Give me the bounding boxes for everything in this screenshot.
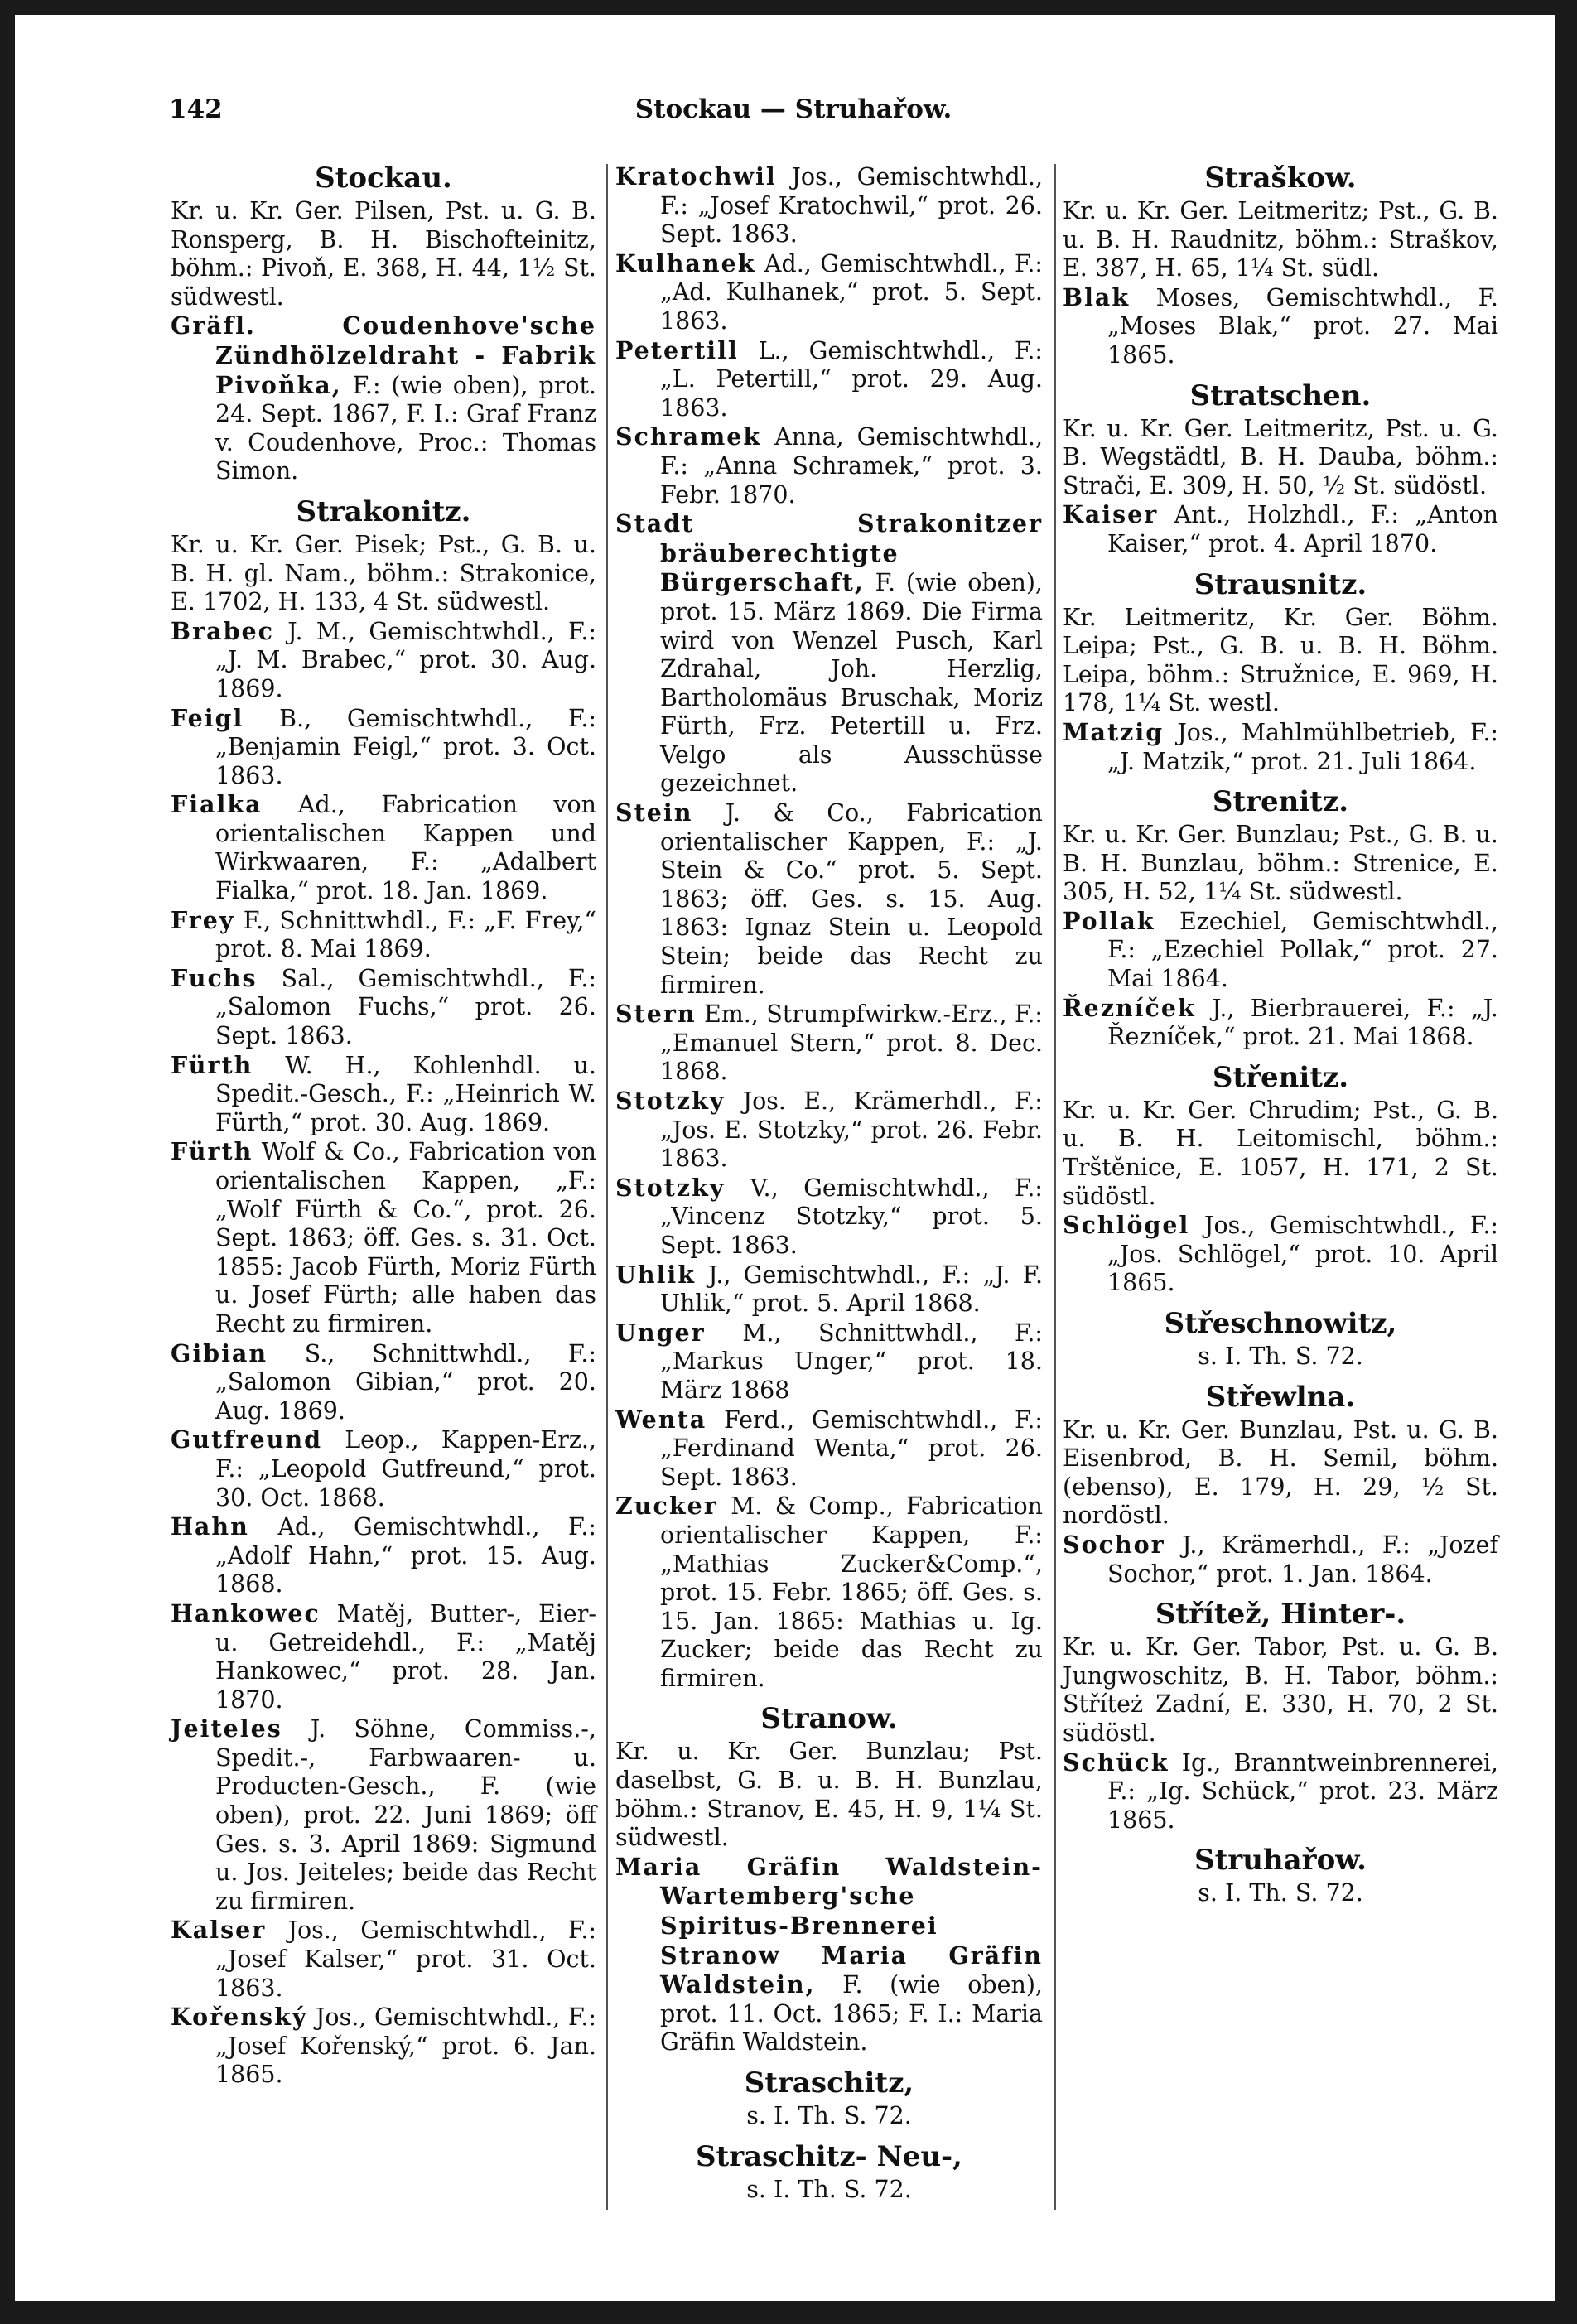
- firm-entry: [171, 704, 596, 791]
- firm-entry: [1063, 907, 1498, 994]
- firm-name: Kratochwil: [615, 162, 777, 190]
- firm-details: Wolf & Co., Fabrication von orientalischen Kappen, „F.: „Wolf Fürth & Co.“, prot. 26. Sept. 1863; öff. Ges. s. 31. Oct. 1855: Jacob Fürth, Moriz Fürth u. Josef Fürth; alle haben das Recht zu firmiren.: [215, 1138, 596, 1338]
- place-description: Kr. u. Kr. Ger. Bunzlau, Pst. u. G. B. Eisenbrod, B. H. Semil, böhm. (ebenso), E. 179, H. 29, ½ St. nordöstl.: [1063, 1415, 1498, 1530]
- firm-name: Gräfl. Coudenhove'sche Zündhölzeldraht - Fabrik Pivoňka,: [171, 311, 596, 399]
- firm-entry: [615, 336, 1043, 423]
- firm-name: Stein: [615, 798, 693, 827]
- firm-details: F., Schnittwhdl., F.: „F. Frey,“ prot. 8. Mai 1869.: [215, 906, 596, 963]
- firm-name: Stotzky: [615, 1173, 726, 1202]
- firm-details: F.: (wie oben), prot. 24. Sept. 1867, F. I.: Graf Franz v. Coudenhove, Proc.: Thomas Simon.: [215, 371, 596, 485]
- firm-entry: [1063, 500, 1498, 558]
- column-rule-right: [1054, 164, 1056, 2210]
- firm-entry: [171, 1512, 596, 1599]
- firm-name: Řezníček: [1063, 993, 1196, 1022]
- firm-details: J., Gemischtwhdl., F.: „J. F. Uhlik,“ prot. 5. April 1868.: [660, 1261, 1043, 1318]
- place-heading: Straškow.: [1204, 162, 1357, 195]
- firm-name: Petertill: [615, 335, 739, 364]
- firm-details: Jos., Gemischtwhdl., F.: „Josef Kořenský,“ prot. 6. Jan. 1865.: [215, 2003, 596, 2089]
- firm-name: Hahn: [171, 1512, 249, 1541]
- firm-entry: [1063, 1531, 1498, 1589]
- place-description: Kr. u. Kr. Ger. Leitmeritz, Pst. u. G. B. Wegstädtl, B. H. Dauba, böhm.: Strači, E. 309, H. 50, ½ St. südöstl.: [1063, 414, 1498, 499]
- firm-details: W. H., Kohlenhdl. u. Spedit.-Gesch., F.: „Heinrich W. Fürth,“ prot. 30. Aug. 1869.: [215, 1051, 596, 1136]
- firm-details: S., Schnittwhdl., F.: „Salomon Gibian,“ prot. 20. Aug. 1869.: [215, 1339, 596, 1425]
- cross-reference: s. I. Th. S. 72.: [1198, 1879, 1363, 1907]
- running-header: [169, 94, 1418, 134]
- firm-name: Stotzky: [615, 1087, 726, 1115]
- firm-details: Ezechiel, Gemischtwhdl., F.: „Ezechiel Pollak,“ prot. 27. Mai 1864.: [1107, 907, 1498, 993]
- column-rule-left: [606, 164, 608, 2210]
- firm-details: Matěj, Butter-, Eier- u. Getreidehdl., F.: „Matěj Hankowec,“ prot. 28. Jan. 1870.: [215, 1599, 596, 1714]
- firm-details: J. M., Gemischtwhdl., F.: „J. M. Brabec,“ prot. 30. Aug. 1869.: [215, 617, 596, 702]
- firm-entry: [171, 617, 596, 704]
- place-description: Kr. Leitmeritz, Kr. Ger. Böhm. Leipa; Pst., G. B. u. B. H. Böhm. Leipa, böhm.: Stružnice, E. 969, H. 178, 1¼ St. westl.: [1063, 603, 1498, 717]
- place-heading: Stratschen.: [1189, 378, 1372, 412]
- firm-details: M. & Comp., Fabrication orientalischer Kappen, F.: „Mathias Zucker&Comp.“, prot. 15. Febr. 1865; öff. Ges. s. 15. Jan. 1865: Mathias u. Ig. Zucker; beide das Recht zu firmiren.: [660, 1492, 1043, 1692]
- firm-details: Ad., Gemischtwhdl., F.: „Ad. Kulhanek,“ prot. 5. Sept. 1863.: [660, 249, 1043, 335]
- firm-entry: [171, 2003, 596, 2090]
- firm-details: Ig., Branntweinbrennerei, F.: „Ig. Schück,“ prot. 23. März 1865.: [1107, 1748, 1498, 1834]
- firm-name: Fürth: [171, 1050, 253, 1079]
- firm-details: Ferd., Gemischtwhdl., F.: „Ferdinand Wenta,“ prot. 26. Sept. 1863.: [660, 1405, 1043, 1491]
- book-page: [15, 15, 1555, 2301]
- place-description: Kr. u. Kr. Ger. Pisek; Pst., G. B. u. B. H. gl. Nam., böhm.: Strakonice, E. 1702, H. 133, 4 St. südwestl.: [171, 530, 596, 616]
- firm-name: Schramek: [615, 422, 762, 451]
- place-description: Kr. u. Kr. Ger. Bunzlau; Pst. daselbst, G. B. u. B. H. Bunzlau, böhm.: Stranov, E. 45, H. 9, 1¼ St. südwestl.: [615, 1738, 1043, 1852]
- firm-details: V., Gemischtwhdl., F.: „Vincenz Stotzky,“ prot. 5. Sept. 1863.: [660, 1174, 1043, 1259]
- firm-details: Jos. E., Krämerhdl., F.: „Jos. E. Stotzky,“ prot. 26. Febr. 1863.: [660, 1087, 1043, 1173]
- firm-entry: [171, 1339, 596, 1426]
- firm-details: J. & Co., Fabrication orientalischer Kappen, F.: „J. Stein & Co.“ prot. 5. Sept. 1863; öff. Ges. s. 15. Aug. 1863: Ignaz Stein u. Leopold Stein; beide das Recht zu firmiren.: [660, 799, 1043, 999]
- firm-name: Schlögel: [1063, 1211, 1190, 1240]
- cross-reference: s. I. Th. S. 72.: [1198, 1343, 1363, 1370]
- firm-entry: [171, 1916, 596, 2003]
- firm-name: Stadt Strakonitzer bräuberechtigte Bürgerschaft,: [615, 509, 1043, 597]
- firm-name: Blak: [1063, 282, 1131, 311]
- place-description: Kr. u. Kr. Ger. Tabor, Pst. u. G. B. Jungwoschitz, B. H. Tabor, böhm.: Stříteż Zadní, E. 330, H. 70, 2 St. südöstl.: [1063, 1633, 1498, 1747]
- cross-reference: s. I. Th. S. 72.: [746, 2102, 912, 2129]
- place-heading: Struhařow.: [1194, 1844, 1367, 1878]
- firm-details: Anna, Gemischtwhdl., F.: „Anna Schramek,“ prot. 3. Febr. 1870.: [660, 423, 1043, 509]
- place-heading: Straschitz,: [744, 2066, 914, 2100]
- column-1: [171, 162, 596, 2090]
- firm-entry: [171, 1425, 596, 1512]
- firm-entry: [615, 798, 1043, 1000]
- column-3: [1063, 162, 1498, 1908]
- firm-entry: [615, 1319, 1043, 1405]
- firm-details: Moses, Gemischtwhdl., F. „Moses Blak,“ prot. 27. Mai 1865.: [1107, 283, 1498, 369]
- firm-details: Jos., Mahlmühlbetrieb, F.: „J. Matzik,“ prot. 21. Juli 1864.: [1107, 718, 1498, 775]
- firm-entry: [615, 1261, 1043, 1319]
- place-description: Kr. u. Kr. Ger. Chrudim; Pst., G. B. u. B. H. Leitomischl, böhm.: Trštěnice, E. 1057, H. 171, 2 St. südöstl.: [1063, 1096, 1498, 1210]
- firm-entry: [171, 1051, 596, 1138]
- firm-entry: [1063, 283, 1498, 370]
- firm-entry: [171, 1599, 596, 1714]
- place-description: Kr. u. Kr. Ger. Leitmeritz; Pst., G. B. u. B. H. Raudnitz, böhm.: Straškov, E. 387, H. 65, 1¼ St. südl.: [1063, 197, 1498, 282]
- place-heading: Strakonitz.: [296, 494, 471, 528]
- firm-entry: [615, 162, 1043, 249]
- firm-entry: [1063, 1211, 1498, 1298]
- firm-name: Matzig: [1063, 717, 1165, 746]
- firm-details: J., Krämerhdl., F.: „Jozef Sochor,“ prot. 1. Jan. 1864.: [1107, 1531, 1498, 1588]
- firm-name: Fialka: [171, 790, 263, 819]
- firm-name: Brabec: [171, 616, 274, 645]
- firm-entry: [171, 311, 596, 486]
- place-heading: Střewlna.: [1205, 1380, 1356, 1414]
- firm-name: Schück: [1063, 1748, 1169, 1777]
- firm-entry: [615, 422, 1043, 509]
- firm-entry: [615, 1853, 1043, 2057]
- firm-entry: [615, 249, 1043, 336]
- place-heading: Střítež, Hinter-.: [1155, 1598, 1406, 1632]
- firm-entry: [171, 964, 596, 1051]
- firm-details: F. (wie oben), prot. 11. Oct. 1865; F. I.: Maria Gräfin Waldstein.: [660, 1971, 1043, 2056]
- firm-name: Jeiteles: [171, 1714, 282, 1743]
- firm-name: Kaiser: [1063, 500, 1159, 529]
- firm-name: Zucker: [615, 1492, 718, 1521]
- firm-details: B., Gemischtwhdl., F.: „Benjamin Feigl,“ prot. 3. Oct. 1863.: [215, 704, 596, 789]
- place-description: Kr. u. Kr. Ger. Bunzlau; Pst., G. B. u. B. H. Bunzlau, böhm.: Strenice, E. 305, H. 52, 1¼ St. südwestl.: [1063, 821, 1498, 906]
- firm-entry: [1063, 718, 1498, 776]
- firm-name: Gibian: [171, 1338, 268, 1367]
- firm-details: Leop., Kappen-Erz., F.: „Leopold Gutfreund,“ prot. 30. Oct. 1868.: [215, 1426, 596, 1512]
- firm-entry: [615, 1000, 1043, 1087]
- place-heading: Střenitz.: [1212, 1060, 1349, 1094]
- place-heading: Strausnitz.: [1194, 567, 1367, 601]
- firm-entry: [171, 790, 596, 905]
- firm-details: L., Gemischtwhdl., F.: „L. Petertill,“ prot. 29. Aug. 1863.: [660, 336, 1043, 422]
- firm-name: Kulhanek: [615, 248, 756, 277]
- firm-name: Wenta: [615, 1405, 707, 1434]
- running-title: Stockau — Struhařow.: [634, 94, 952, 124]
- firm-entry: [171, 906, 596, 964]
- firm-details: Ant., Holzhdl., F.: „Anton Kaiser,“ prot. 4. April 1870.: [1107, 501, 1498, 557]
- firm-entry: [615, 1492, 1043, 1693]
- firm-name: Fuchs: [171, 963, 258, 992]
- firm-details: Sal., Gemischtwhdl., F.: „Salomon Fuchs,“ prot. 26. Sept. 1863.: [215, 964, 596, 1050]
- firm-name: Unger: [615, 1318, 706, 1347]
- firm-entry: [1063, 994, 1498, 1052]
- firm-name: Maria Gräfin Waldstein-Wartemberg'sche Spiritus-Brennerei Stranow Maria Gräfin Waldstein,: [615, 1852, 1043, 1999]
- firm-details: F. (wie oben), prot. 15. März 1869. Die Firma wird von Wenzel Pusch, Karl Zdrahal, Joh. Herzlig, Bartholomäus Bruschak, Moriz Fürth, Frz. Petertill u. Frz. Velgo als Ausschüsse gezeichnet.: [660, 569, 1043, 798]
- firm-name: Kořenský: [171, 2003, 308, 2032]
- firm-details: J. Söhne, Commiss.-, Spedit.-, Farbwaaren- u. Producten-Gesch., F. (wie oben), prot. 22. Juni 1869; öff Ges. s. 3. April 1869: Sigmund u. Jos. Jeiteles; beide das Recht zu firmiren.: [215, 1715, 596, 1915]
- firm-name: Pollak: [1063, 906, 1155, 935]
- firm-entry: [615, 1174, 1043, 1261]
- firm-details: Jos., Gemischtwhdl., F.: „Jos. Schlögel,“ prot. 10. April 1865.: [1107, 1212, 1498, 1297]
- page-number: 142: [169, 94, 223, 124]
- firm-entry: [615, 509, 1043, 798]
- firm-name: Gutfreund: [171, 1425, 323, 1454]
- firm-name: Sochor: [1063, 1530, 1165, 1559]
- firm-details: Ad., Gemischtwhdl., F.: „Adolf Hahn,“ prot. 15. Aug. 1868.: [215, 1513, 596, 1598]
- firm-name: Hankowec: [171, 1598, 321, 1627]
- firm-name: Fürth: [171, 1137, 253, 1166]
- place-heading: Straschitz- Neu-,: [695, 2139, 963, 2173]
- cross-reference: s. I. Th. S. 72.: [746, 2175, 912, 2203]
- firm-name: Uhlik: [615, 1260, 696, 1289]
- place-heading: Stockau.: [315, 162, 452, 195]
- firm-details: Em., Strumpfwirkw.-Erz., F.: „Emanuel Stern,“ prot. 8. Dec. 1868.: [660, 1000, 1043, 1086]
- firm-name: Stern: [615, 1000, 697, 1029]
- firm-entry: [615, 1405, 1043, 1492]
- column-2: [615, 162, 1043, 2204]
- place-heading: Strenitz.: [1212, 785, 1349, 819]
- firm-name: Kalser: [171, 1916, 267, 1945]
- place-description: Kr. u. Kr. Ger. Pilsen, Pst. u. G. B. Ronsperg, B. H. Bischofteinitz, böhm.: Pivoň, E. 368, H. 44, 1½ St. südwestl.: [171, 197, 596, 311]
- firm-details: M., Schnittwhdl., F.: „Markus Unger,“ prot. 18. März 1868: [660, 1319, 1043, 1404]
- firm-entry: [1063, 1748, 1498, 1835]
- firm-details: J., Bierbrauerei, F.: „J. Řezníček,“ prot. 21. Mai 1868.: [1107, 994, 1498, 1051]
- place-heading: Střeschnowitz,: [1164, 1307, 1397, 1340]
- firm-name: Frey: [171, 905, 235, 934]
- place-heading: Stranow.: [760, 1702, 898, 1736]
- firm-name: Feigl: [171, 703, 244, 732]
- firm-entry: [615, 1087, 1043, 1174]
- firm-details: Jos., Gemischtwhdl., F.: „Josef Kratochwil,“ prot. 26. Sept. 1863.: [660, 163, 1043, 248]
- firm-details: Jos., Gemischtwhdl., F.: „Josef Kalser,“ prot. 31. Oct. 1863.: [215, 1917, 596, 2002]
- firm-details: Ad., Fabrication von orientalischen Kappen und Wirkwaaren, F.: „Adalbert Fialka,“ prot. 18. Jan. 1869.: [215, 791, 596, 905]
- firm-entry: [171, 1714, 596, 1916]
- firm-entry: [171, 1137, 596, 1338]
